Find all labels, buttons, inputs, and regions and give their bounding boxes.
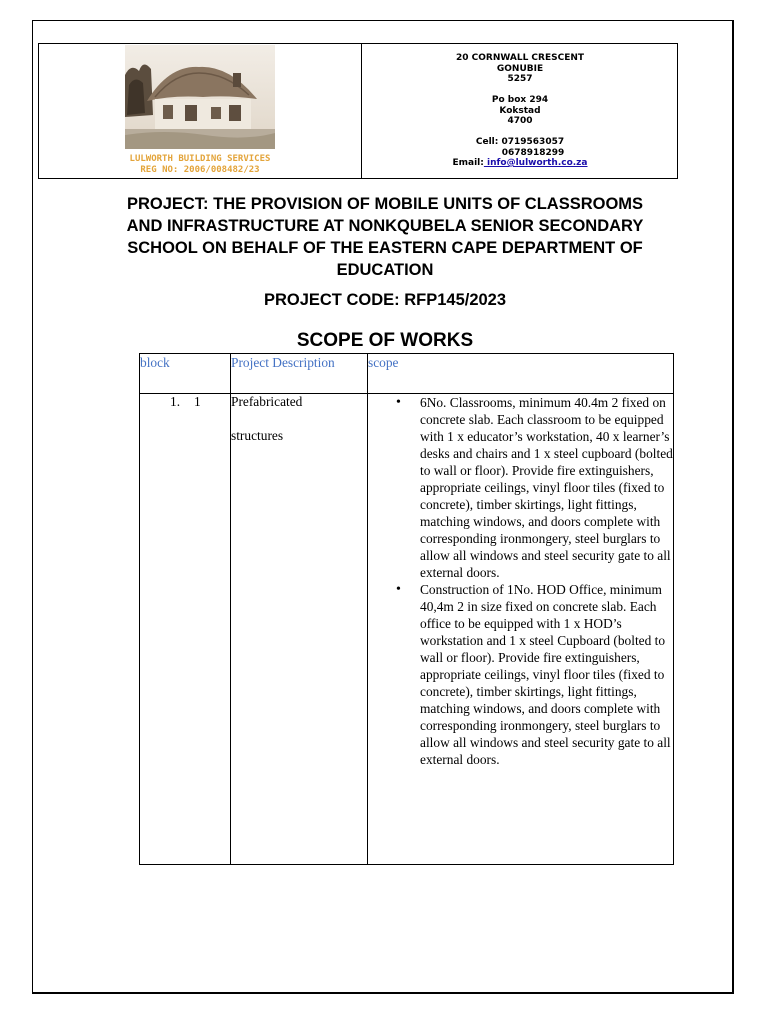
description-line: Prefabricated — [231, 394, 303, 409]
scope-heading: SCOPE OF WORKS — [296, 330, 474, 351]
address-line: GONUBIE — [496, 63, 544, 74]
cell-number: Cell: 0719563057 — [475, 137, 565, 147]
contact-address — [361, 53, 679, 85]
project-title — [70, 193, 700, 281]
block-cell — [140, 394, 231, 865]
letterhead — [38, 43, 678, 179]
scope-item: • 6No. Classrooms, minimum 40.4m 2 fixed on concrete slab. Each classroom to be equipped with 1 x educator’s workstation, 40 x learner’s desks and chairs and 1 x steel cupboard (bolted to wall or floor). Provide fire extinguishers, appropriate ceilings, vinyl floor tiles (fixed to concrete), timber skirtings, light fittings, matching windows, and doors complete with corresponding ironmongery, steel burglars to allow all windows and steel security gate to all external doors. — [420, 394, 673, 581]
po-line: 4700 — [507, 116, 533, 126]
column-header-description: Project Description — [231, 354, 368, 394]
email-link[interactable]: info@lulworth.co.za — [483, 158, 588, 168]
company-photo-thatched-house — [125, 45, 275, 149]
contact-phone — [361, 137, 679, 169]
scope-item: • Construction of 1No. HOD Office, minimum 40,4m 2 in size fixed on concrete slab. Each office to be equipped with 1 x HOD’s workstation and 1 x steel Cupboard (bolted to wall or floor). Provide fire extinguishers, appropriate ceilings, vinyl floor tiles (fixed to concrete), timber skirtings, light fittings, matching windows, and doors complete with corresponding ironmongery, steel burglars to allow all windows and steel security gate to all external doors. — [420, 581, 673, 768]
table-row — [140, 394, 674, 865]
po-line: Kokstad — [499, 105, 541, 116]
address-line: 5257 — [507, 74, 533, 84]
project-title-line: AND INFRASTRUCTURE AT NONKQUBELA SENIOR SECONDARY — [126, 217, 644, 235]
description-cell — [231, 394, 368, 865]
column-header-block: block — [140, 354, 231, 394]
list-number: 1. — [170, 394, 181, 409]
block-number — [140, 394, 230, 410]
description-line: structures — [231, 428, 284, 443]
cell-number-second: 0678918299 — [501, 147, 565, 158]
company-reg-number: REG NO: 2006/008482/23 — [140, 165, 260, 175]
project-title-line: PROJECT: THE PROVISION OF MOBILE UNITS OF CLASSROOMS — [126, 195, 644, 213]
block-value: 1 — [194, 394, 201, 409]
project-title-line: EDUCATION — [336, 261, 434, 279]
email-label: Email: — [452, 158, 484, 168]
address-line: 20 CORNWALL CRESCENT — [455, 53, 585, 63]
contact-email — [361, 158, 679, 169]
contact-po-box — [361, 95, 679, 127]
project-title-line: SCHOOL ON BEHALF OF THE EASTERN CAPE DEPARTMENT OF — [127, 239, 643, 257]
scope-cell — [368, 394, 674, 865]
po-line: Po box 294 — [491, 95, 549, 105]
column-header-scope: scope — [368, 354, 674, 394]
scope-table — [139, 353, 674, 865]
project-code: PROJECT CODE: RFP145/2023 — [263, 291, 507, 309]
scope-list — [368, 394, 673, 768]
table-header-row — [140, 354, 674, 394]
company-name: LULWORTH BUILDING SERVICES — [129, 154, 271, 164]
